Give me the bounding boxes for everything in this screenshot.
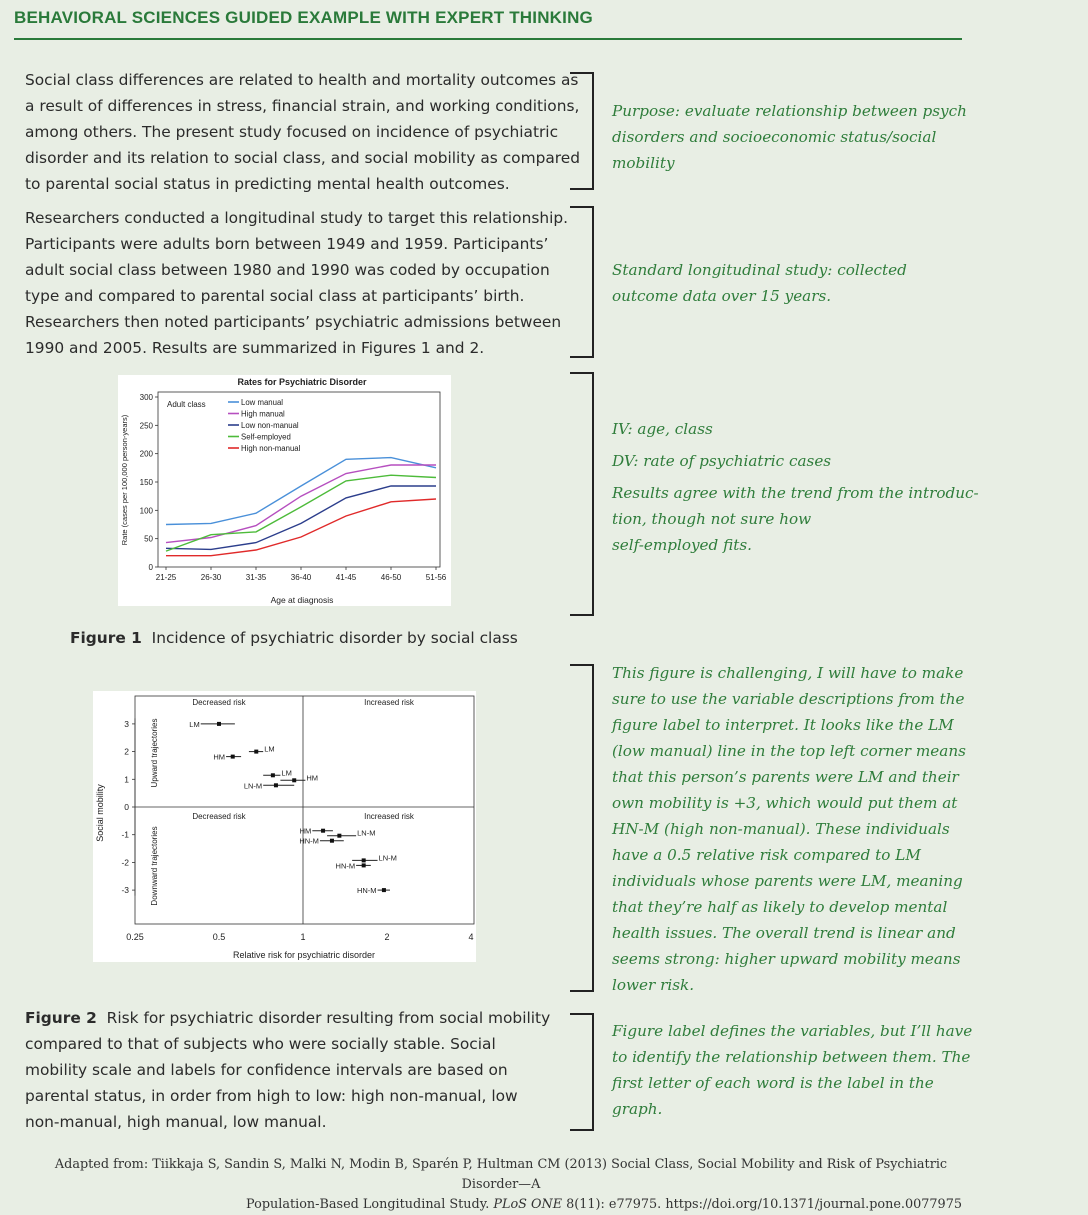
ci-point [271, 773, 275, 777]
note-line: that they’re half as likely to develop mental [612, 898, 948, 916]
note-line: health issues. The overall trend is linear and [612, 924, 956, 942]
x-tick-label: 0.5 [212, 932, 226, 942]
ci-point [321, 829, 325, 833]
y-tick-label: 0 [124, 802, 129, 812]
x-tick-label: 41-45 [335, 573, 357, 582]
text-line: a result of differences in stress, financial strain, and working conditions, [25, 97, 580, 115]
y-tick-label: -3 [121, 885, 129, 896]
y-axis [140, 393, 158, 572]
note-purpose [612, 98, 967, 176]
note-study [612, 257, 907, 309]
confidence-intervals [189, 720, 397, 895]
plot-frame [158, 392, 440, 567]
ci-label: LN-M [357, 828, 376, 838]
citation-line1: Adapted from: Tiikkaja S, Sandin S, Malki N, Modin B, Sparén P, Hultman CM (2013) Social Class, Social Mobility and Risk of Psychiatric Disorder—A [54, 1157, 948, 1192]
quadrant-upper-left-label: Decreased risk [192, 698, 246, 707]
bracket-purpose [570, 72, 594, 190]
y-axis-label: Rate (cases per 100,000 person-years) [120, 414, 129, 546]
x-tick-label: 2 [384, 932, 390, 942]
note-line: seems strong: higher upward mobility means [612, 950, 961, 968]
forest-plot-svg [93, 691, 476, 962]
x-axis-label: Age at diagnosis [270, 595, 334, 605]
ci-label: HN-M [356, 886, 377, 896]
x-tick-label: 0.25 [126, 932, 144, 942]
text-line: adult social class between 1980 and 1990 was coded by occupation [25, 261, 550, 279]
ci-label: LN-M [243, 781, 263, 791]
ci-label: LM [189, 719, 200, 729]
legend-title: Adult class [167, 400, 206, 409]
note-line: self-employed fits. [612, 536, 752, 554]
x-tick-label: 21-25 [155, 573, 177, 582]
note-line: graph. [612, 1100, 663, 1118]
ci-point [217, 722, 221, 726]
note-line: figure label to interpret. It looks like the LM [612, 716, 954, 734]
y-tick-label: 3 [124, 718, 129, 729]
note-iv-dv [612, 416, 979, 558]
ci-label: HM [299, 826, 312, 836]
note-figure2-interpretation [612, 660, 966, 998]
note-line: disorders and socioeconomic status/social [612, 128, 937, 146]
y-tick-label: -1 [121, 829, 129, 840]
note-line: sure to use the variable descriptions from the [612, 690, 965, 708]
ci-point [231, 755, 235, 759]
note-line: This figure is challenging, I will have to make [612, 664, 964, 682]
text-line: among others. The present study focused on incidence of psychiatric [25, 123, 559, 141]
citation-text: 8(11): e77975. https://doi.org/10.1371/journal.pone.0077975 [562, 1197, 962, 1212]
ci-point [330, 839, 334, 843]
citation [40, 1155, 962, 1215]
figure1-caption [70, 625, 518, 651]
x-tick-label: 36-40 [290, 573, 312, 582]
figure1-label: Figure 1 [70, 629, 142, 647]
ci-label: HM [306, 773, 319, 783]
bracket-figure1 [570, 372, 594, 616]
header-rule [14, 38, 962, 40]
plot-frame [135, 696, 474, 924]
bracket-figure2-label [570, 1013, 594, 1131]
caption-line: non-manual, high manual, low manual. [25, 1113, 327, 1131]
text-line: to parental social status in predicting mental health outcomes. [25, 175, 510, 193]
text-line: type and compared to parental social class at participants’ birth. [25, 287, 525, 305]
ci-point [362, 863, 366, 867]
note-line: tion, though not sure how [612, 510, 812, 528]
figure2-caption-text: Risk for psychiatric disorder resulting from social mobility [106, 1009, 551, 1027]
figure2-caption [25, 1005, 550, 1135]
caption-line: parental status, in order from high to low: high non-manual, low [25, 1087, 518, 1105]
series-line [166, 465, 436, 543]
y-axis [121, 718, 135, 895]
series-line [166, 458, 436, 525]
x-tick-label: 51-56 [425, 573, 447, 582]
ci-point [382, 888, 386, 892]
text-line: 1990 and 2005. Results are summarized in Figures 1 and 2. [25, 339, 485, 357]
x-axis [126, 932, 473, 942]
note-line: that this person’s parents were LM and their [612, 768, 959, 786]
note-line: outcome data over 15 years. [612, 287, 832, 305]
quadrant-lower-left-label: Decreased risk [192, 812, 246, 821]
intro-paragraph [25, 67, 580, 197]
ci-point [362, 858, 366, 862]
x-tick-label: 1 [300, 932, 306, 942]
note-line: Purpose: evaluate relationship between psych [612, 102, 967, 120]
caption-line: compared to that of subjects who were socially stable. Social [25, 1035, 496, 1053]
quadrant-lines [135, 696, 474, 924]
y-tick-label: 250 [139, 421, 153, 431]
note-figure2-label [612, 1018, 972, 1122]
note-line: have a 0.5 relative risk compared to LM [612, 846, 921, 864]
y-tick-label: 1 [124, 774, 129, 785]
legend-label: Self-employed [241, 432, 291, 442]
x-tick-label: 46-50 [380, 573, 402, 582]
note-line: own mobility is +3, which would put them at [612, 794, 958, 812]
y-tick-label: 300 [139, 393, 153, 402]
text-line: Social class differences are related to health and mortality outcomes as [25, 71, 579, 89]
text-line: Participants were adults born between 1949 and 1959. Participants’ [25, 235, 549, 253]
note-line: lower risk. [612, 976, 695, 994]
ci-label: LM [264, 744, 275, 754]
note-line: mobility [612, 154, 675, 172]
ci-point [292, 778, 296, 782]
figure2-chart [93, 691, 476, 962]
ci-label: HM [213, 752, 226, 762]
note-dv: DV: rate of psychiatric cases [612, 452, 832, 470]
note-line: first letter of each word is the label in the [612, 1074, 934, 1092]
ci-label: LN-M [378, 853, 397, 863]
text-line: disorder and its relation to social class, and social mobility as compared [25, 149, 581, 167]
note-line: Figure label defines the variables, but I’ll have [612, 1022, 973, 1040]
figure1-chart [118, 375, 451, 606]
series-lines [166, 458, 436, 556]
citation-line2 [40, 1195, 962, 1215]
note-line: Standard longitudinal study: collected [612, 261, 907, 279]
note-line: individuals whose parents were LM, meaning [612, 872, 963, 890]
y-axis-label: Social mobility [95, 784, 105, 842]
methods-paragraph [25, 205, 568, 361]
line-chart-svg [118, 375, 451, 606]
ci-label: HN-M [335, 861, 356, 871]
y-tick-label: -2 [121, 857, 129, 868]
ci-point [254, 750, 258, 754]
y-tick-label: 2 [124, 746, 129, 757]
figure2-label: Figure 2 [25, 1009, 97, 1027]
note-line: to identify the relationship between them. The [612, 1048, 971, 1066]
legend-label: High non-manual [241, 444, 301, 453]
y-tick-label: 0 [148, 563, 153, 572]
ci-label: LM [281, 768, 292, 778]
quadrant-lower-right-label: Increased risk [364, 812, 414, 821]
figure1-caption-text: Incidence of psychiatric disorder by social class [151, 629, 518, 647]
note-line: (low manual) line in the top left corner means [612, 742, 966, 760]
y-tick-label: 50 [144, 534, 153, 544]
quadrant-upper-right-label: Increased risk [364, 698, 414, 707]
lower-trajectories-label: Downward trajectories [150, 826, 159, 906]
legend-label: High manual [241, 409, 285, 419]
upper-trajectories-label: Upward trajectories [150, 718, 159, 788]
bracket-study [570, 206, 594, 358]
legend-label: Low manual [241, 398, 284, 407]
x-axis [156, 567, 447, 582]
y-tick-label: 100 [139, 506, 153, 516]
text-line: Researchers then noted participants’ psychiatric admissions between [25, 313, 562, 331]
y-tick-label: 200 [139, 449, 153, 459]
citation-text: Population-Based Longitudinal Study. [246, 1197, 494, 1212]
bracket-figure2-interpretation [570, 664, 594, 992]
ci-point [274, 783, 278, 787]
note-iv: IV: age, class [612, 420, 713, 438]
text-line: Researchers conducted a longitudinal study to target this relationship. [25, 209, 569, 227]
x-tick-label: 26-30 [200, 573, 222, 582]
x-axis-label: Relative risk for psychiatric disorder [232, 950, 376, 960]
legend-label: Low non-manual [241, 421, 299, 430]
section-header: BEHAVIORAL SCIENCES GUIDED EXAMPLE WITH EXPERT THINKING [14, 8, 593, 27]
legend [228, 398, 301, 453]
ci-point [337, 834, 341, 838]
caption-line: mobility scale and labels for confidence intervals are based on [25, 1061, 508, 1079]
chart-title: Rates for Psychiatric Disorder [237, 377, 367, 387]
x-tick-label: 4 [468, 932, 474, 942]
citation-journal: PLoS ONE [493, 1197, 563, 1212]
x-tick-label: 31-35 [245, 573, 267, 582]
note-line: Results agree with the trend from the introduc- [612, 484, 979, 502]
note-line: HN-M (high non-manual). These individuals [612, 820, 950, 838]
ci-label: HN-M [299, 836, 319, 846]
y-tick-label: 150 [139, 478, 153, 487]
